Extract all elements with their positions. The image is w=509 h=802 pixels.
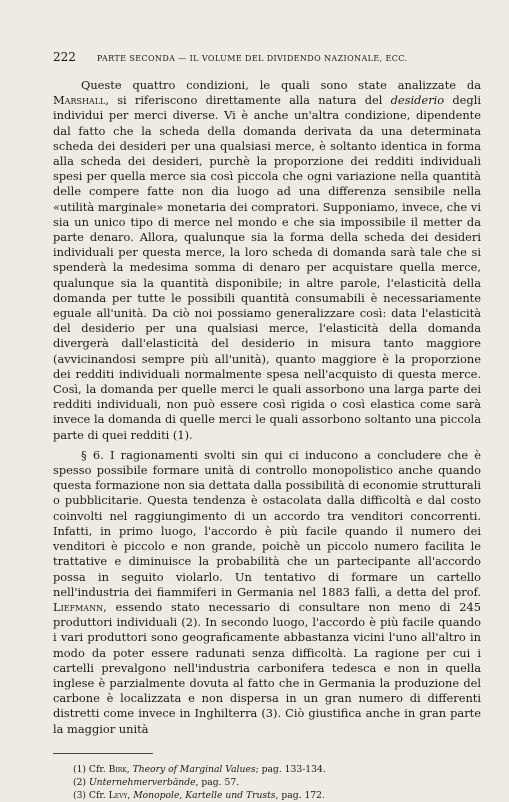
running-title: PARTE SECONDA — IL VOLUME DEL DIVIDENDO NAZIONALE, ECC. bbox=[96, 54, 408, 63]
text-run: , pag. 57. bbox=[195, 776, 240, 788]
work-title: Unternehmerverbände bbox=[88, 776, 196, 788]
text-run: , pag. 172. bbox=[275, 789, 325, 801]
footnote-marker: (1) Cfr. bbox=[73, 763, 109, 775]
author-name: Marshall bbox=[53, 93, 106, 108]
text-run: , si riferiscono direttamente alla natura del bbox=[105, 93, 391, 108]
text-run: degli individui per merci diverse. Vi è anche un'altra condizione, dipendente dal fatto che la scheda della domanda derivata da una determinata scheda dei desideri per una qualsiasi merce, è soltanto identica in forma alla scheda dei desideri, purchè la proporzione dei redditi individuali spesi per quella merce sia così piccola che ogni variazione nella quantità delle compere fatte non dia luogo ad una differenza sensibile nella «utilità marginale» monetaria dei compratori. Supponiamo, invece, che vi sia un unico tipo di merce nel mondo e che sia impossibile il metter da parte denaro. Allora, qualunque sia la forma della scheda dei desideri individuali per questa merce, la loro scheda di domanda sarà tale che si spenderà la medesima somma di denaro per acquistare quella merce, qualunque sia la quantità disponibile; in altre parole, l'elasticità della domanda per tutte le possibili quantità consumabili è necessariamente eguale all'unità. Da ciò noi possiamo generalizzare così: data l'elasticità del desiderio per una qualsiasi merce, l'elasticità della domanda divergerà dall'elasticità del desiderio in misura tanto maggiore (avvicinandosi sempre più all'unità), quanto maggiore è la proporzione dei redditi individuali normalmente spesa nell'acquisto di questa merce. Così, la domanda per quelle merci le quali assorbono una larga parte dei redditi individuali, non può essere così rigida o così elastica come sarà invece la domanda di quelle merci le quali assorbono soltanto una piccola parte di quei redditi (1). bbox=[53, 93, 481, 442]
footnote-marker: (3) Cfr. bbox=[73, 789, 109, 801]
text-run: § 6. I ragionamenti svolti sin qui ci inducono a concludere che è spesso possibile formare unità di controllo monopolistico anche quando questa formazione non sia dettata dalla possibilità di economie strutturali o pubblicitarie. Questa tendenza è ostacolata dalla difficoltà e dal costo coinvolti nel raggiungimento di un accordo tra venditori concorrenti. Infatti, in primo luogo, l'accordo è più facile quando il numero dei venditori è piccolo e non grande, poichè un piccolo numero facilita le trattative e diminuisce la probabilità che un partecipante all'accordo possa in seguito violarlo. Un tentativo di formare un cartello nell'industria dei fiammiferi in Germania nel 1883 fallì, a detta del prof. bbox=[53, 447, 481, 599]
author-name: Liefmann bbox=[53, 599, 104, 614]
page-number: 222 bbox=[53, 50, 76, 64]
body-text bbox=[53, 78, 481, 737]
footnote-marker: (2) bbox=[73, 776, 89, 788]
work-title: Monopole, Kartelle und Trusts bbox=[133, 789, 276, 801]
footnotes bbox=[53, 753, 481, 802]
paragraph bbox=[53, 78, 481, 443]
text-run: , bbox=[127, 789, 134, 801]
paragraph bbox=[53, 448, 481, 737]
emphasis: desiderio bbox=[390, 93, 445, 108]
text-run: ; pag. 133-134. bbox=[255, 763, 326, 775]
work-title: Theory of Marginal Values bbox=[132, 763, 256, 775]
footnote bbox=[53, 763, 481, 776]
running-header bbox=[53, 50, 481, 64]
footnote bbox=[53, 776, 481, 789]
text-run: , essendo stato necessario di consultare non meno di 245 produttori individuali (2). In secondo luogo, l'accordo è più facile quando i vari produttori sono geograficamente abbastanza vicini l'uno all'altro in modo da poter essere radunati senza difficoltà. La ragione per cui i cartelli prevalgono nell'industria carbonifera tedesca e non in quella inglese è parzialmente dovuta al fatto che in Germania la produzione del carbone è localizzata e non dispersa in un gran numero di differenti distretti come invece in Inghilterra (3). Ciò giustifica anche in gran parte la maggior unità bbox=[53, 599, 481, 736]
author-name: Levy bbox=[108, 789, 128, 801]
text-run: , bbox=[126, 763, 133, 775]
text-run: Queste quattro condizioni, le quali sono state analizzate da bbox=[81, 78, 481, 92]
author-name: Birk bbox=[108, 763, 127, 775]
